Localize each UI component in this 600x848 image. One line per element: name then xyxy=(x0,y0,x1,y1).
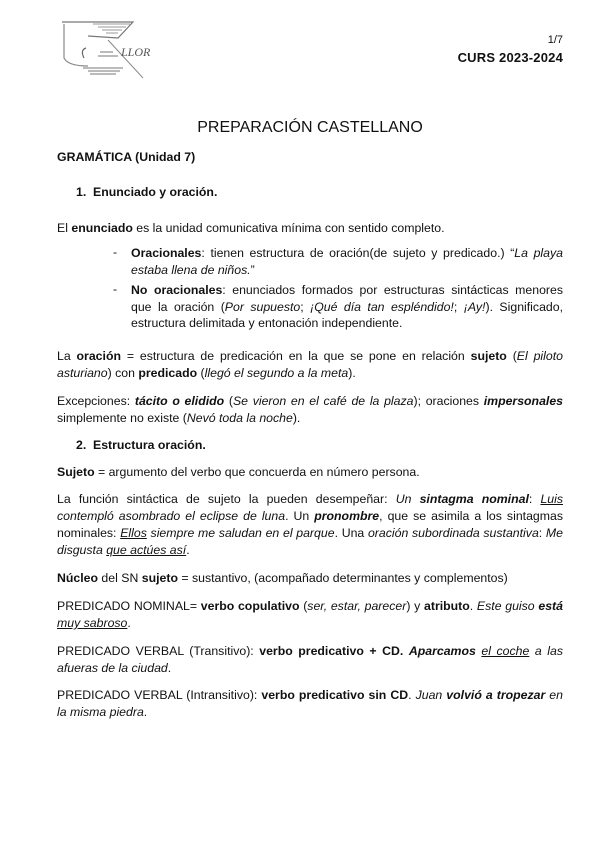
text-run: Excepciones: xyxy=(57,394,135,408)
text-run: ( xyxy=(197,366,205,380)
text-run: simplemente no existe ( xyxy=(57,411,187,425)
text-run: sujeto xyxy=(470,349,507,363)
text-run: ” xyxy=(250,262,255,277)
text-run: siempre me saludan en el parque xyxy=(146,526,335,540)
text-run: Oracionales xyxy=(131,246,202,260)
text-run: verbo copulativo xyxy=(200,599,300,613)
text-run: a las afueras de la ciudad xyxy=(57,644,563,675)
text-run: ; xyxy=(453,299,464,314)
text-run: oración xyxy=(76,349,121,363)
text-run: El piloto asturiano xyxy=(57,349,563,380)
text-run: está xyxy=(538,599,563,613)
text-run: Ellos xyxy=(120,526,147,540)
text-run: atributo xyxy=(424,599,470,613)
page-number: 1/7 xyxy=(547,34,563,46)
text-run: Un xyxy=(395,492,420,506)
text-run: ; xyxy=(300,299,311,314)
paragraph xyxy=(57,643,563,677)
text-run: es la unidad comunicativa mínima con sentido completo. xyxy=(132,221,445,235)
text-run: ser, estar, parecer xyxy=(307,599,407,613)
text-run: Por supuesto xyxy=(224,299,301,314)
text-run: sujeto xyxy=(141,571,178,585)
course-year: CURS 2023-2024 xyxy=(457,50,563,65)
text-run: llegó el segundo a la meta xyxy=(204,366,349,380)
text-run: Luis xyxy=(540,492,563,506)
text-run: = argumento del verbo que concuerda en número persona. xyxy=(94,465,420,479)
text-run: ¡Ay! xyxy=(463,299,486,314)
text-run: . xyxy=(143,705,148,719)
text-run: = estructura de predicación en la que se pone en relación xyxy=(120,349,471,363)
heading-number: 2. xyxy=(76,438,87,452)
text-run: Sujeto xyxy=(57,465,95,479)
text-run: muy sabroso xyxy=(57,616,128,630)
text-run: : xyxy=(528,492,541,506)
text-run: Este guiso xyxy=(476,599,539,613)
heading-text: Enunciado y oración. xyxy=(93,185,218,199)
text-run: predicado xyxy=(138,366,198,380)
text-run: pronombre xyxy=(314,509,380,523)
heading-text: Estructura oración. xyxy=(93,438,206,452)
text-run: , que se asimila a los sintagmas nominales: xyxy=(57,509,563,540)
text-run: . xyxy=(408,688,416,702)
text-run: verbo predicativo sin CD xyxy=(261,688,409,702)
paragraph xyxy=(57,570,563,587)
bullet-item xyxy=(131,282,563,332)
text-run: PREDICADO VERBAL (Transitivo): xyxy=(57,644,260,658)
text-run: verbo predicativo + CD. xyxy=(259,644,409,658)
text-run: Núcleo xyxy=(57,571,98,585)
text-run: . xyxy=(469,599,477,613)
text-run: ). xyxy=(292,411,301,425)
heading-number: 1. xyxy=(76,185,87,199)
text-run: PREDICADO VERBAL (Intransitivo): xyxy=(57,688,262,702)
document-title: PREPARACIÓN CASTELLANO xyxy=(197,119,423,136)
bullet-marker: - xyxy=(113,282,118,296)
text-run: . xyxy=(186,543,190,557)
text-run: Me disgusta xyxy=(57,526,564,557)
text-run: del SN xyxy=(98,571,142,585)
text-run: ); oraciones xyxy=(413,394,484,408)
text-run: . xyxy=(127,616,131,630)
paragraph xyxy=(57,491,563,559)
text-run: El xyxy=(57,221,72,235)
text-run: volvió a tropezar xyxy=(446,688,546,702)
paragraph xyxy=(57,220,563,237)
text-run: Nevó toda la noche xyxy=(186,411,293,425)
text-run: La función sintáctica de sujeto la pueden desempeñar: xyxy=(57,492,396,506)
text-run: en la misma piedra xyxy=(57,688,563,719)
svg-text:LLOR: LLOR xyxy=(121,45,151,59)
bullet-marker: - xyxy=(113,245,118,259)
text-run: . Un xyxy=(285,509,315,523)
text-run: : xyxy=(538,526,546,540)
bullet-item xyxy=(131,245,563,278)
text-run: . xyxy=(167,661,172,675)
text-run: ( xyxy=(506,349,517,363)
text-run: ). Significado, estructura delimitada y entonación independiente. xyxy=(131,299,563,330)
paragraph xyxy=(57,687,563,721)
heading-2 xyxy=(76,438,206,452)
text-run: ). xyxy=(348,366,356,380)
text-run: sintagma nominal xyxy=(419,492,529,506)
section-label: GRAMÁTICA (Unidad 7) xyxy=(57,150,196,164)
text-run: Aparcamos xyxy=(408,644,476,658)
paragraph xyxy=(57,393,563,427)
text-run: oración subordinada sustantiva xyxy=(367,526,539,540)
text-run: impersonales xyxy=(483,394,564,408)
text-run: ( xyxy=(299,599,308,613)
text-run: La playa estaba llena de niños. xyxy=(131,246,563,277)
paragraph xyxy=(57,464,563,481)
text-run: Juan xyxy=(415,688,447,702)
text-run: No oracionales xyxy=(131,283,223,297)
text-run: : enunciados formados por estructuras sintácticas menores que la oración ( xyxy=(131,283,563,314)
text-run: el coche xyxy=(481,644,530,658)
text-run: ¡Qué día tan espléndido! xyxy=(310,299,454,314)
text-run: tácito o elidido xyxy=(134,394,225,408)
school-logo xyxy=(58,18,173,78)
text-run: La xyxy=(57,349,77,363)
paragraph xyxy=(57,598,563,632)
text-run: ) y xyxy=(406,599,425,613)
heading-1 xyxy=(76,185,218,199)
text-run: Se vieron en el café de la plaza xyxy=(232,394,414,408)
text-run: : tienen estructura de oración(de sujeto y predicado.) “ xyxy=(201,246,515,260)
paragraph xyxy=(57,348,563,382)
text-run: ( xyxy=(224,394,233,408)
text-run: ) con xyxy=(107,366,139,380)
text-run: = sustantivo, (acompañado determinantes y complementos) xyxy=(177,571,508,585)
text-run: PREDICADO NOMINAL= xyxy=(57,599,201,613)
text-run: contempló asombrado el eclipse de luna xyxy=(57,509,286,523)
text-run: enunciado xyxy=(71,221,133,235)
text-run: que actúes así xyxy=(106,543,187,557)
text-run: . Una xyxy=(334,526,368,540)
